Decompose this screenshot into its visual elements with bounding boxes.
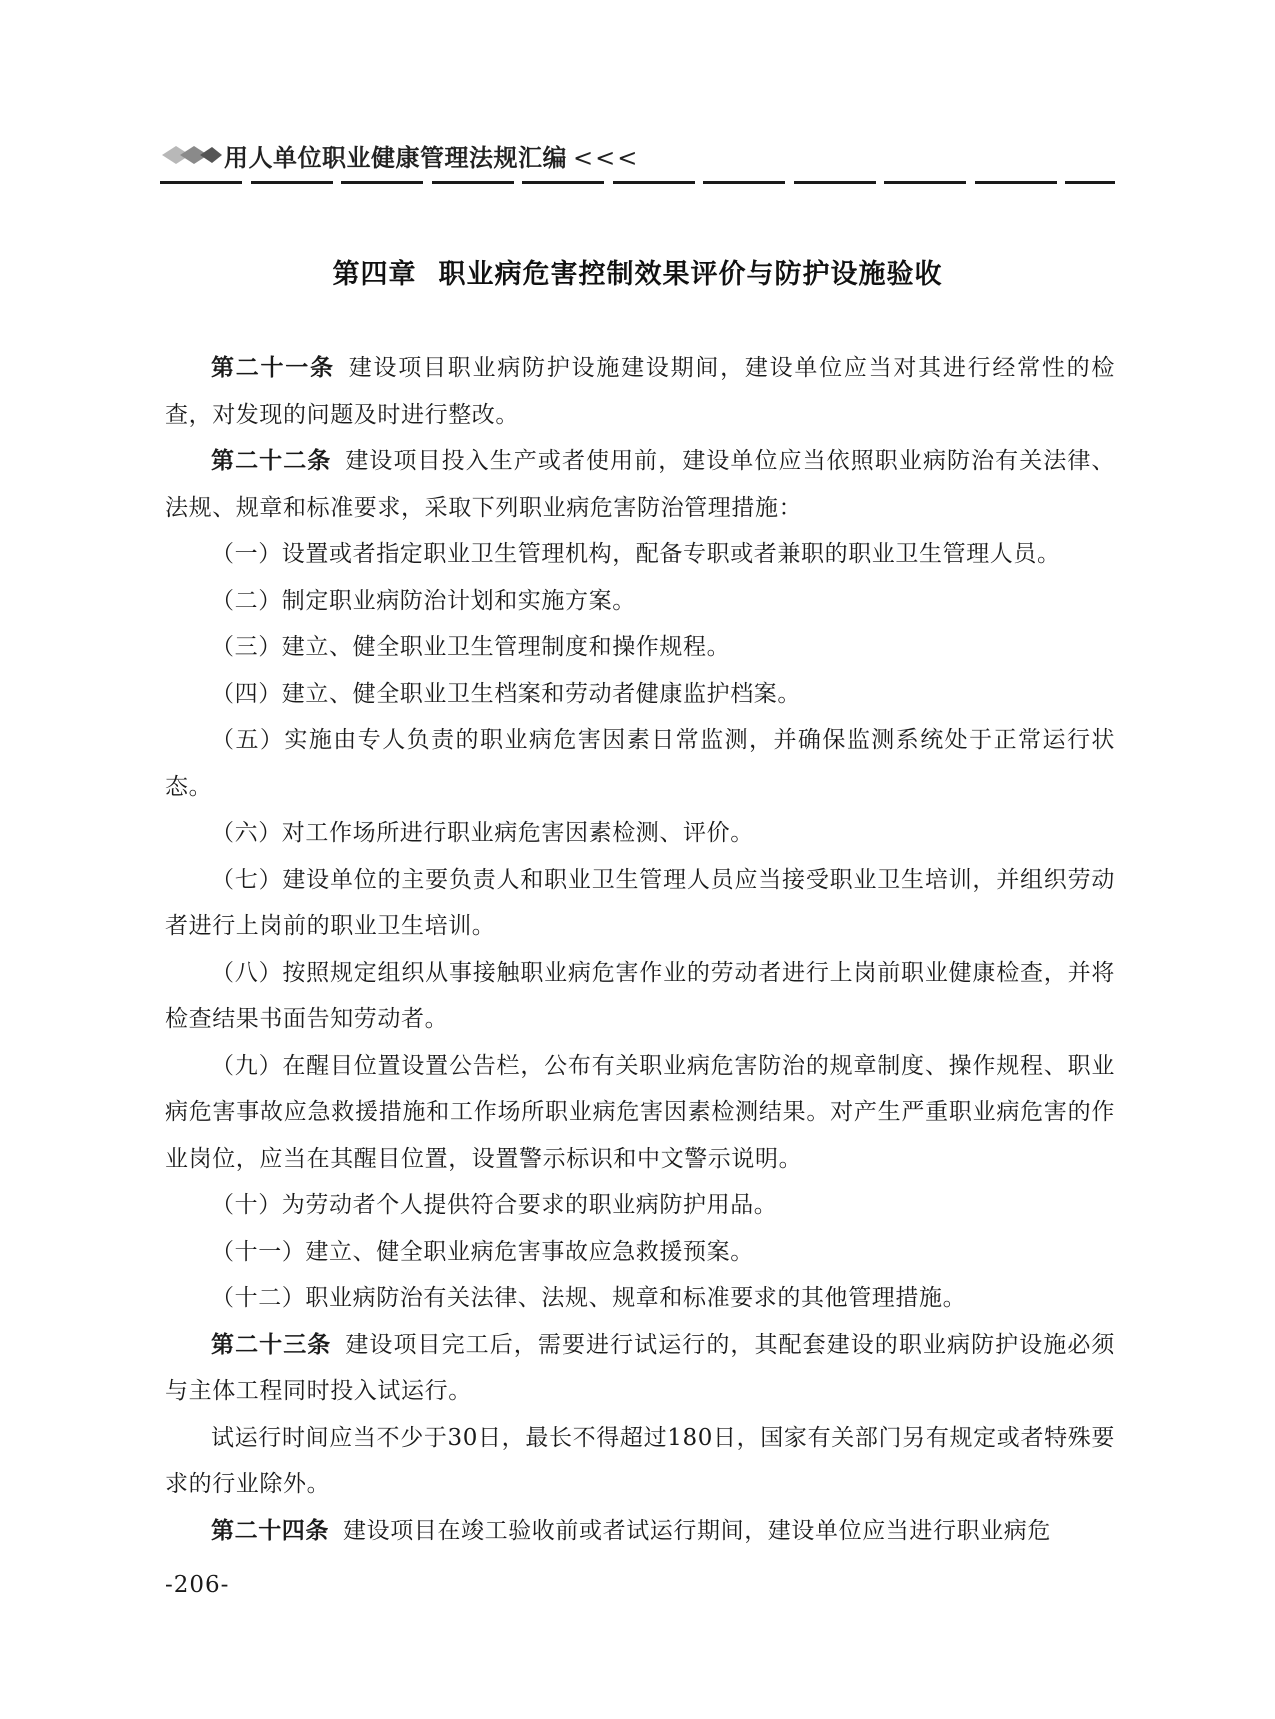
paragraph-text: 建设项目完工后，需要进行试运行的，其配套建设的职业病防护设施必须与主体工程同时投入试运行。 bbox=[165, 1331, 1116, 1404]
body-text bbox=[165, 345, 1115, 1554]
paragraph-text: （八）按照规定组织从事接触职业病危害作业的劳动者进行上岗前职业健康检查，并将检查结果书面告知劳动者。 bbox=[165, 959, 1115, 1032]
paragraph-text: （二）制定职业病防治计划和实施方案。 bbox=[211, 587, 636, 614]
paragraph bbox=[165, 950, 1115, 1043]
paragraph-text: （十二）职业病防治有关法律、法规、规章和标准要求的其他管理措施。 bbox=[211, 1285, 967, 1311]
paragraph bbox=[165, 810, 1115, 857]
double-arrow-logo-icon bbox=[160, 142, 224, 168]
article-number: 第二十一条 bbox=[211, 355, 335, 381]
paragraph bbox=[165, 1508, 1115, 1555]
header-dashed-rule bbox=[160, 181, 1115, 185]
article-number: 第二十三条 bbox=[211, 1331, 332, 1358]
paragraph-text: 建设项目投入生产或者使用前，建设单位应当依照职业病防治有关法律、法规、规章和标准要求，采取下列职业病危害防治管理措施： bbox=[165, 448, 1116, 521]
page-number: -206- bbox=[165, 1572, 230, 1598]
paragraph-text: （六）对工作场所进行职业病危害因素检测、评价。 bbox=[211, 820, 754, 846]
paragraph bbox=[165, 1043, 1115, 1183]
chapter-number: 第四章 bbox=[332, 259, 417, 290]
paragraph bbox=[165, 717, 1115, 810]
paragraph-text: （九）在醒目位置设置公告栏，公布有关职业病危害防治的规章制度、操作规程、职业病危害事故应急救援措施和工作场所职业病危害因素检测结果。对产生严重职业病危害的作业岗位，应当在其醒目位置，设置警示标识和中文警示说明。 bbox=[165, 1052, 1115, 1172]
article-number: 第二十四条 bbox=[211, 1517, 329, 1544]
paragraph-text: （一）设置或者指定职业卫生管理机构，配备专职或者兼职的职业卫生管理人员。 bbox=[211, 541, 1061, 567]
paragraph-text: （十）为劳动者个人提供符合要求的职业病防护用品。 bbox=[211, 1192, 778, 1218]
chapter-title bbox=[0, 252, 1275, 291]
paragraph-text: （七）建设单位的主要负责人和职业卫生管理人员应当接受职业卫生培训，并组织劳动者进行上岗前的职业卫生培训。 bbox=[165, 866, 1115, 939]
header-arrows: <<< bbox=[573, 144, 640, 172]
paragraph bbox=[165, 345, 1115, 438]
paragraph bbox=[165, 624, 1115, 671]
paragraph-text: （三）建立、健全职业卫生管理制度和操作规程。 bbox=[211, 634, 731, 660]
paragraph bbox=[165, 1275, 1115, 1322]
paragraph-text: 建设项目职业病防护设施建设期间，建设单位应当对其进行经常性的检查，对发现的问题及时进行整改。 bbox=[165, 355, 1116, 428]
book-title-text: 用人单位职业健康管理法规汇编 bbox=[224, 143, 567, 172]
paragraph bbox=[165, 438, 1115, 531]
paragraph bbox=[165, 1322, 1115, 1415]
chapter-heading: 职业病危害控制效果评价与防护设施验收 bbox=[438, 259, 943, 290]
paragraph-text: （十一）建立、健全职业病危害事故应急救援预案。 bbox=[211, 1238, 754, 1265]
paragraph-text: 建设项目在竣工验收前或者试运行期间，建设单位应当进行职业病危 bbox=[343, 1517, 1051, 1544]
paragraph bbox=[165, 1415, 1115, 1508]
paragraph bbox=[165, 531, 1115, 578]
paragraph bbox=[165, 578, 1115, 625]
paragraph bbox=[165, 1229, 1115, 1276]
article-number: 第二十二条 bbox=[211, 448, 332, 474]
paragraph-text: （五）实施由专人负责的职业病危害因素日常监测，并确保监测系统处于正常运行状态。 bbox=[165, 727, 1115, 800]
paragraph bbox=[165, 857, 1115, 950]
book-title bbox=[224, 138, 639, 173]
running-header bbox=[160, 138, 1115, 188]
paragraph bbox=[165, 671, 1115, 718]
paragraph-text: 试运行时间应当不少于30日，最长不得超过180日，国家有关部门另有规定或者特殊要求的行业除外。 bbox=[165, 1424, 1115, 1497]
paragraph bbox=[165, 1182, 1115, 1229]
paragraph-text: （四）建立、健全职业卫生档案和劳动者健康监护档案。 bbox=[211, 680, 801, 707]
